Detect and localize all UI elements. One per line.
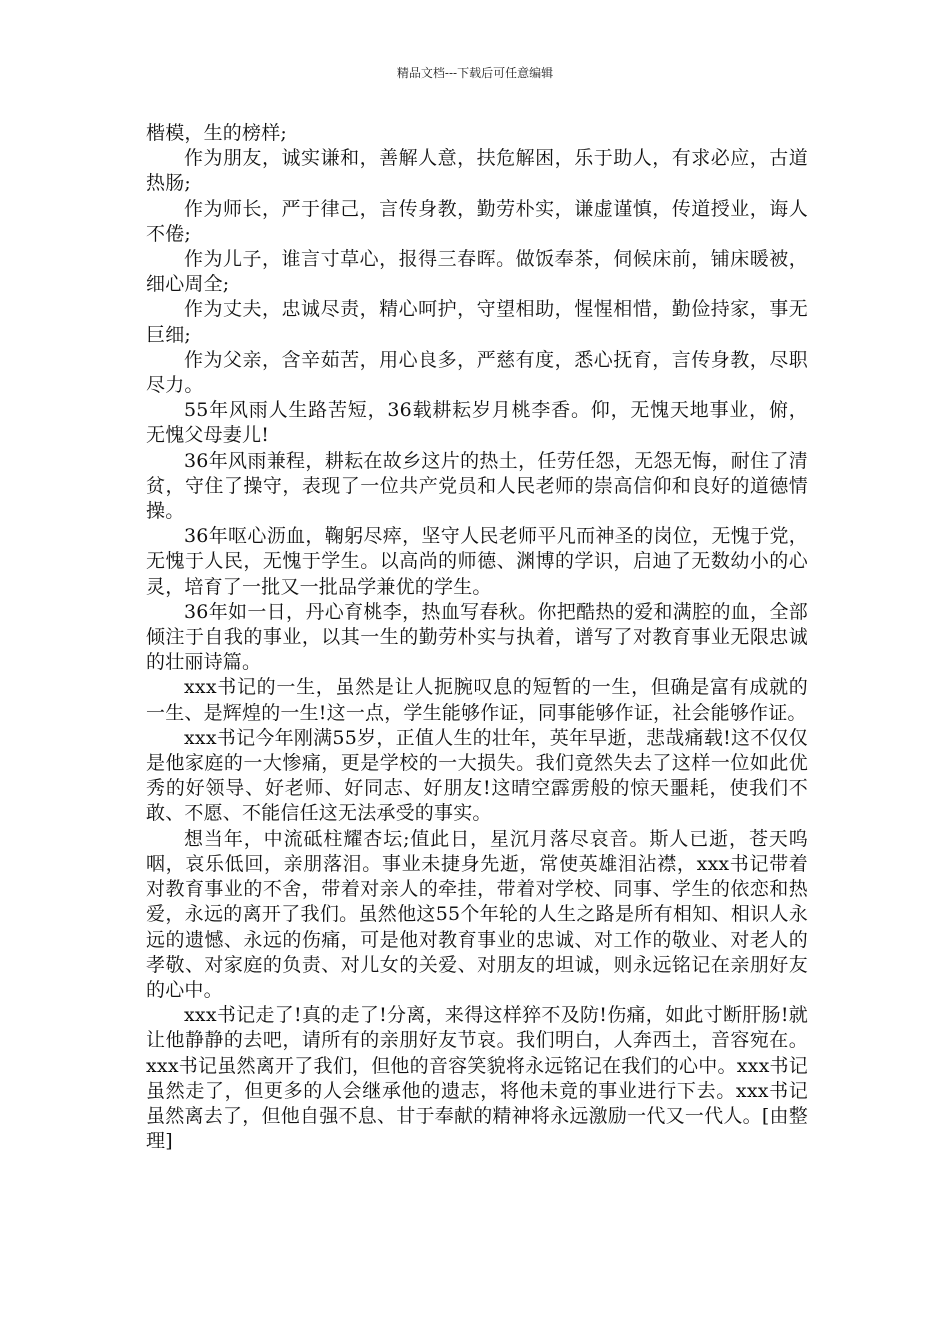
- paragraph: 36年呕心沥血，鞠躬尽瘁，坚守人民老师平凡而神圣的岗位，无愧于党，无愧于人民，无愧于学生。以高尚的师德、渊博的学识，启迪了无数幼小的心灵，培育了一批又一批品学兼优的学生。: [146, 525, 808, 598]
- paragraph: 想当年，中流砥柱耀杏坛;值此日，星沉月落尽哀音。斯人已逝，苍天呜咽，哀乐低回，亲朋落泪。事业未捷身先逝，常使英雄泪沾襟，xxx书记带着对教育事业的不舍，带着对亲人的牵挂，带着对学校、同事、学生的依恋和热爱，永远的离开了我们。虽然他这55个年轮的人生之路是所有相知、相识人永远的遗憾、永远的伤痛，可是他对教育事业的忠诚、对工作的敬业、对老人的孝敬、对家庭的负责、对儿女的关爱、对朋友的坦诚，则永远铭记在亲朋好友的心中。: [146, 827, 808, 1001]
- page-header: 精品文档---下载后可任意编辑: [396, 66, 554, 80]
- paragraph: 作为丈夫，忠诚尽责，精心呵护，守望相助，惺惺相惜，勤俭持家，事无巨细;: [146, 298, 808, 346]
- paragraph: 作为朋友，诚实谦和，善解人意，扶危解困，乐于助人，有求必应，古道热肠;: [146, 147, 808, 195]
- document-body: [146, 121, 808, 1154]
- paragraph: xxx书记今年刚满55岁，正值人生的壮年，英年早逝，悲哉痛载!这不仅仅是他家庭的一大惨痛，更是学校的一大损失。我们竟然失去了这样一位如此优秀的好领导、好老师、好同志、好朋友!这晴空霹雳般的惊天噩耗，使我们不敢、不愿、不能信任这无法承受的事实。: [146, 726, 808, 825]
- paragraph: 55年风雨人生路苦短，36载耕耘岁月桃李香。仰，无愧天地事业，俯，无愧父母妻儿!: [146, 399, 808, 447]
- paragraph: 36年风雨兼程，耕耘在故乡这片的热土，任劳任怨，无怨无悔，耐住了清贫，守住了操守，表现了一位共产党员和人民老师的崇高信仰和良好的道德情操。: [146, 449, 808, 523]
- paragraph: 作为父亲，含辛茹苦，用心良多，严慈有度，悉心抚育，言传身教，尽职尽力。: [146, 348, 808, 397]
- paragraph: 楷模，生的榜样;: [146, 122, 288, 144]
- paragraph: 36年如一日，丹心育桃李，热血写春秋。你把酷热的爱和满腔的血，全部倾注于自我的事业，以其一生的勤劳朴实与执着，谱写了对教育事业无限忠诚的壮丽诗篇。: [146, 600, 808, 674]
- paragraph: xxx书记的一生，虽然是让人扼腕叹息的短暂的一生，但确是富有成就的一生、是辉煌的一生!这一点，学生能够作证，同事能够作证，社会能够作证。: [146, 676, 808, 724]
- paragraph: 作为师长，严于律己，言传身教，勤劳朴实，谦虚谨慎，传道授业，诲人不倦;: [146, 197, 808, 245]
- paragraph: xxx书记走了!真的走了!分离，来得这样猝不及防!伤痛，如此寸断肝肠!就让他静静的去吧，请所有的亲朋好友节哀。我们明白，人奔西土，音容宛在。xxx书记虽然离开了我们，但他的音容笑貌将永远铭记在我们的心中。xxx书记虽然走了，但更多的人会继承他的遗志，将他未竟的事业进行下去。xxx书记虽然离去了，但他自强不息、甘于奉献的精神将永远激励一代又一代人。[由整理]: [146, 1004, 808, 1153]
- paragraph: 作为儿子，谁言寸草心，报得三春晖。做饭奉茶，伺候床前，铺床暖被，细心周全;: [146, 248, 808, 296]
